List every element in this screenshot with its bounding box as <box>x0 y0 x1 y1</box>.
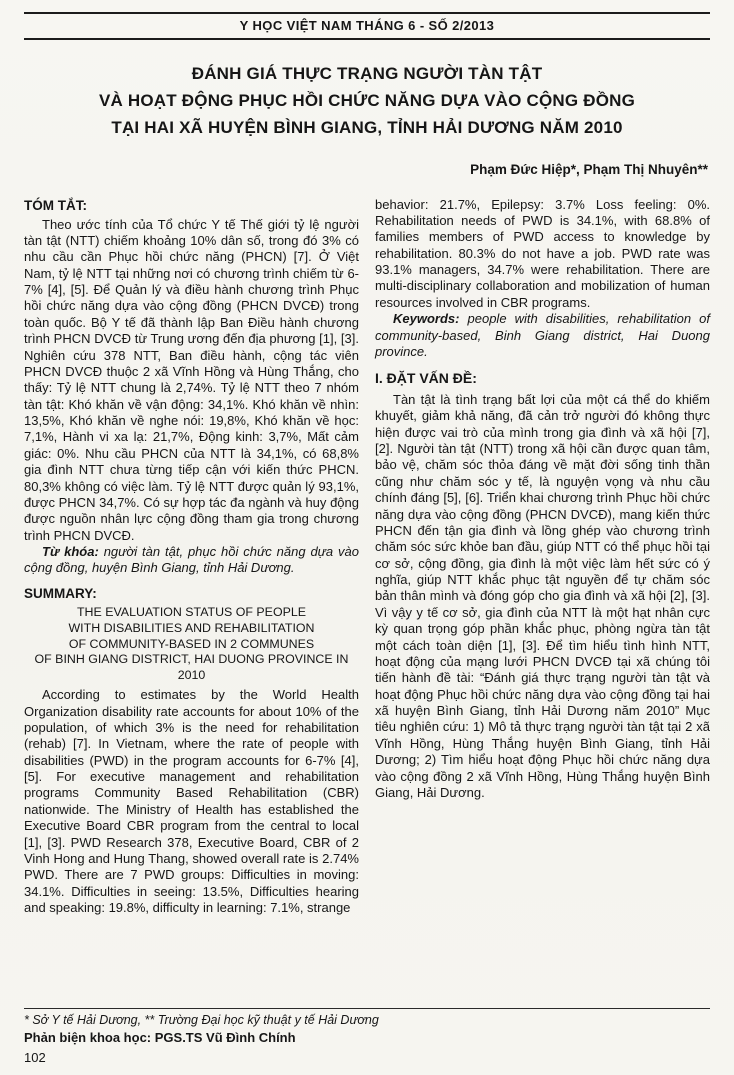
summary-title-line-3: OF COMMUNITY-BASED IN 2 COMMUNES <box>68 636 315 651</box>
abstract-heading: TÓM TẮT: <box>24 197 87 213</box>
summary-heading: SUMMARY: <box>24 585 97 601</box>
section-1-paragraph: Tàn tật là tình trạng bất lợi của một cá thể do khiếm khuyết, giảm khả năng, đã cản trở người đó không thực hiện được vai trò của mình trong gia đình và xã hội [7], [2]. Người tàn tật (NTT) trong xã hội cần được quan tâm, bảo vệ, chăm sóc thỏa đáng về mặt đời sống tinh thần cũng như chăm sóc y tế, là nguyện vọng và nhu cầu chính đáng [5], [6]. Triển khai chương trình Phục hồi chức năng dựa vào cộng đồng (PHCN DVCĐ), mang kiến thức PHCN đến tận gia đình và lồng ghép vào chương trình chăm sóc sức khỏe ban đầu, giúp NTT có thể phục hồi tại cơ sở, cộng đồng, gia đình là một việc làm hết sức có ý nghĩa, giúp NTT khắc phục tật nguyền để tự chăm sóc bản thân mình và đóng góp cho gia đình và xã hội [2], [3]. Vì vậy y tế cơ sở, gia đình của NTT là một hạt nhân cực kỳ quan trọng góp phần khắc phục, phòng ngừa tàn tật một cách toàn diện [1], [3]. Để tìm hiểu tình hình NTT, hoạt động của mạng lưới PHCN DVCĐ tại xã chúng tôi tiến hành đề tài: “Đánh giá thực trạng người tàn tật và hoạt động Phục hồi chức năng dựa vào cộng đồng tại hai xã huyện Bình Giang, tỉnh Hải Dương năm 2010” Mục tiêu nghiên cứu: 1) Mô tả thực trạng người tàn tật tại 2 xã Vĩnh Hồng, Hùng Thắng huyện Bình Giang, tỉnh Hải Dương; 2) Tìm hiểu hoạt động Phục hồi chức năng dựa vào cộng đồng 2 xã Vĩnh Hồng, Hùng Thắng huyện Bình Giang, Hải Dương. <box>375 391 710 800</box>
keywords-en-label: Keywords: <box>393 311 460 327</box>
title-line-2: VÀ HOẠT ĐỘNG PHỤC HỒI CHỨC NĂNG DỰA VÀO CỘNG ĐỒNG <box>98 91 636 111</box>
reviewer-label: Phản biện khoa học: <box>24 1030 152 1045</box>
author-affiliations: * Sở Y tế Hải Dương, ** Trường Đại học kỹ thuật y tế Hải Dương <box>24 1013 379 1027</box>
left-column <box>24 197 359 917</box>
scientific-reviewer <box>24 1030 710 1045</box>
title-line-1: ĐÁNH GIÁ THỰC TRẠNG NGƯỜI TÀN TẬT <box>191 64 543 83</box>
footnote-divider <box>24 1008 710 1009</box>
summary-title-line-1: THE EVALUATION STATUS OF PEOPLE <box>76 604 307 619</box>
article-body <box>24 197 710 917</box>
journal-header: Y HỌC VIỆT NAM THÁNG 6 - SỐ 2/2013 <box>24 12 710 40</box>
abstract-paragraph: Theo ước tính của Tổ chức Y tế Thế giới tỷ lệ người tàn tật (NTT) chiếm khoảng 10% dân số, trong đó 3% có nhu cầu cần Phục hồi chức năng (PHCN) [7]. Ở Việt Nam, tỷ lệ NTT tại những nơi có chương trình chiếm từ 6-7% [4], [5]. Để Quản lý và điều hành chương trình Phục hồi chức năng dựa vào cộng đồng (PHCN DVCĐ) trong toàn quốc. Bộ Y tế đã thành lập Ban Điều hành chương trình PHCN DVCĐ từ Trung ương đến địa phương [1], [3]. Nghiên cứu 378 NTT, Ban điều hành, cộng tác viên PHCN DVCĐ thuộc 2 xã Vĩnh Hồng và Hùng Thắng, cho thấy: Tỷ lệ NTT chung là 2,74%. Tỷ lệ NTT theo 7 nhóm tàn tật: Khó khăn về vận động: 34,1%. Khó khăn về nhìn: 13,5%, Khó khăn về nghe nói: 19,8%, Khó khăn về học: 7,1%, Hành vi xa lạ: 21,7%, Động kinh: 3,7%, Mất cảm giác: 0%. Nhu cầu PHCN của NTT là 34,1%, có 68,8% gia đình NTT chưa từng tiếp cận với kiến thức PHCN. 80,3% không có việc làm. Tỷ lệ NTT được quản lý 93,1%, được PHCN 34,7%. Có sự hợp tác đa ngành và huy động được nguồn nhân lực cộng đồng tham gia trong chương trình PHCN DVCĐ. <box>24 216 359 543</box>
page-number: 102 <box>24 1050 46 1065</box>
summary-title-line-2: WITH DISABILITIES AND REHABILITATION <box>68 620 315 635</box>
section-1-heading: I. ĐẶT VẤN ĐỀ: <box>375 370 477 387</box>
summary-title-block <box>24 605 359 684</box>
keywords-en <box>375 311 710 360</box>
title-line-3: TẠI HAI XÃ HUYỆN BÌNH GIANG, TỈNH HẢI DƯƠNG NĂM 2010 <box>111 118 623 138</box>
reviewer-name: PGS.TS Vũ Đình Chính <box>151 1030 296 1045</box>
summary-paragraph: According to estimates by the World Health Organization disability rate accounts for about 10% of the population, of which 3% is the need for rehabilitation (rehab) [7]. In Vietnam, where the rate of people with disabilities (PWD) in the program accounts for 6-7% [4], [5]. For executive management and rehabilitation programs Community Based Rehabilitation (CBR) nationwide. The Ministry of Health has established the Executive Board CBR program from the central to local [1], [3]. PWD Research 378, Executive Board, CBR of 2 Vinh Hong and Hung Thang, showed overall rate is 2.74% PWD. There are 7 PWD groups: Difficulties in moving: 34.1%. Difficulties in seeing: 13.5%, Difficulties hearing and speaking: 19.8%, difficulty in learning: 7.1%, strange <box>24 687 359 916</box>
summary-continuation-paragraph: behavior: 21.7%, Epilepsy: 3.7% Loss feeling: 0%. Rehabilitation needs of PWD is 34.1%, with 68.8% of families members of PWD access to knowledge by rehabilitation. 80.3% do not have a job. PWD rate was 93.1% managers, 34.7% were rehabilitation. There are multi-disciplinary collaboration and mobilization of human resources involved in CBR programs. <box>375 196 710 310</box>
keywords-vi-label: Từ khóa: <box>42 544 99 560</box>
footnote-area <box>24 1008 710 1065</box>
right-column <box>375 197 710 917</box>
summary-title-line-4: OF BINH GIANG DISTRICT, HAI DUONG PROVINCE IN 2010 <box>34 652 349 683</box>
article-title <box>24 60 710 142</box>
keywords-en-text: people with disabilities, rehabilitation of community-based, Binh Giang district, Hai Duong province. <box>375 311 710 359</box>
keywords-vi-text: người tàn tật, phục hồi chức năng dựa vào cộng đồng, huyện Bình Giang, tỉnh Hải Dương. <box>24 544 359 576</box>
authors-line: Phạm Đức Hiệp*, Phạm Thị Nhuyên** <box>470 161 708 177</box>
keywords-vi <box>24 544 359 577</box>
